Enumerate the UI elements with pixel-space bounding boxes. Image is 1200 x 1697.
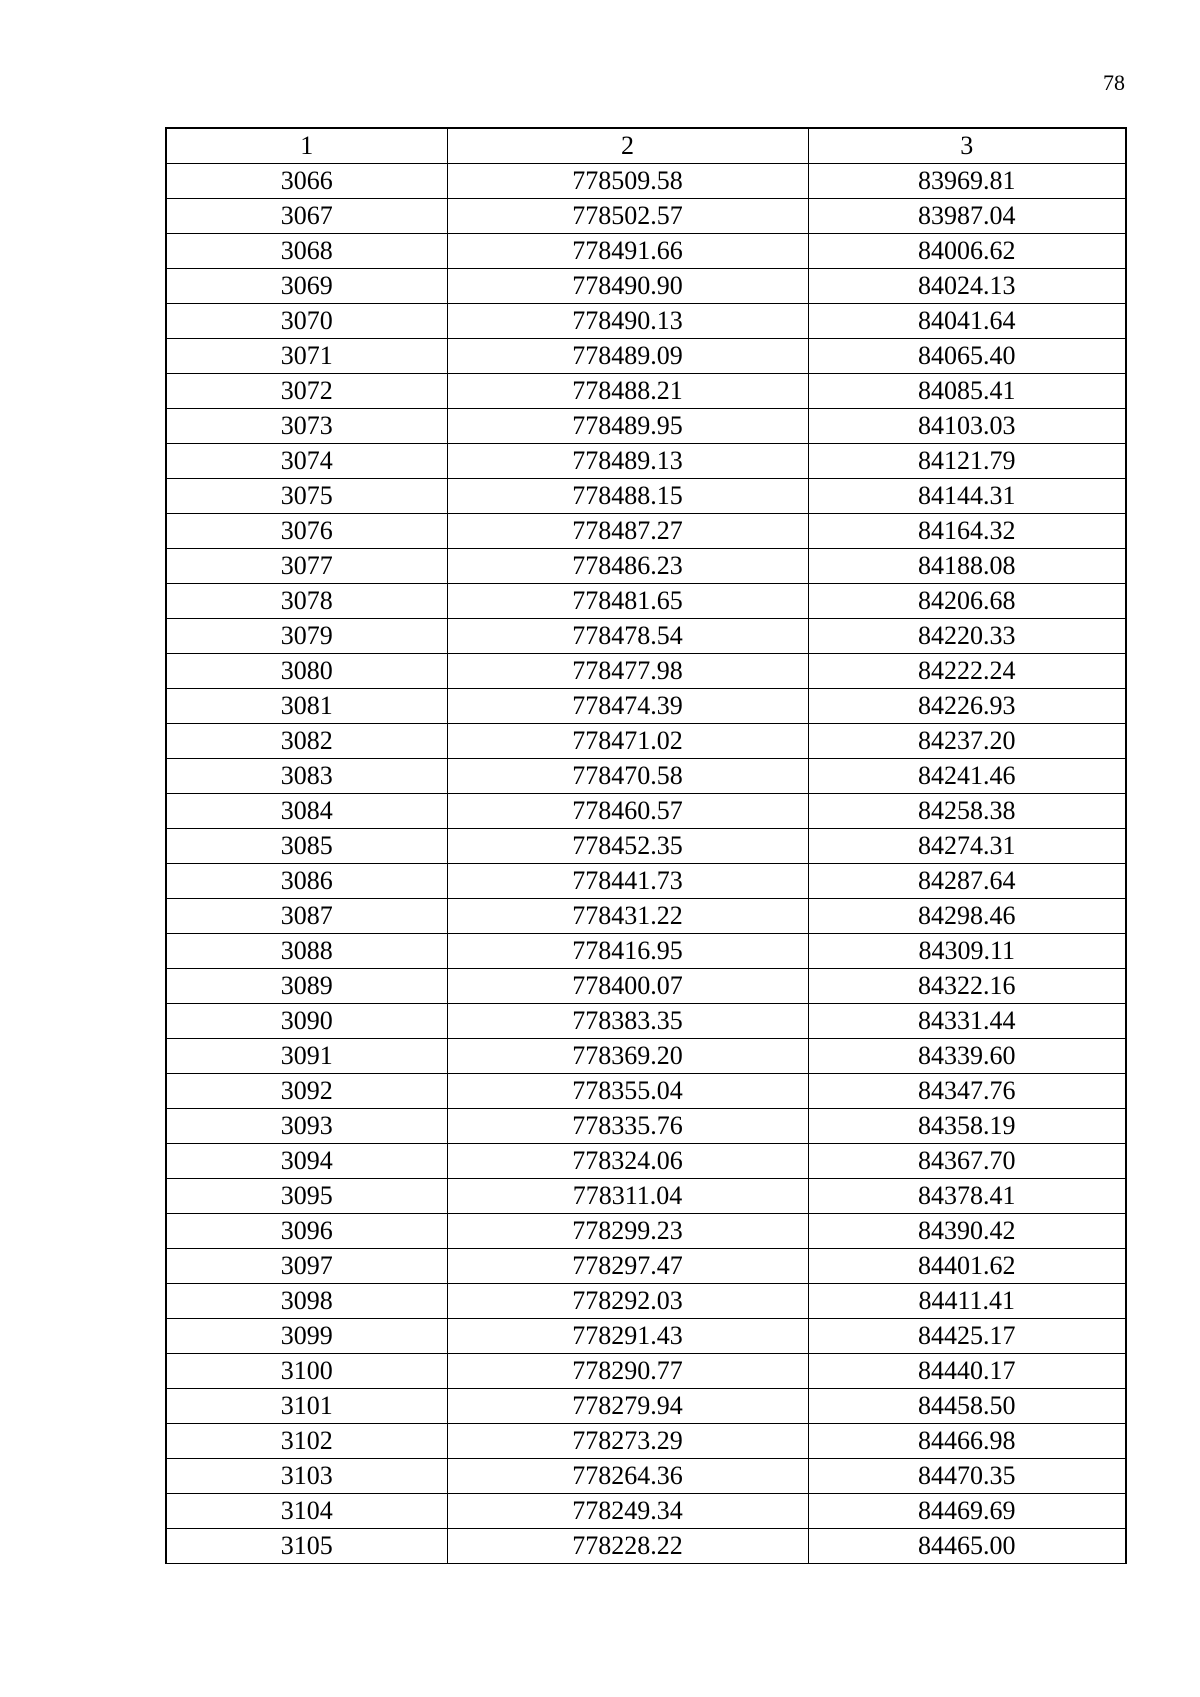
table-cell: 778249.34 bbox=[447, 1494, 808, 1529]
table-cell: 84458.50 bbox=[808, 1389, 1126, 1424]
table-body bbox=[166, 164, 1126, 1564]
table-row bbox=[166, 1529, 1126, 1564]
table-row bbox=[166, 304, 1126, 339]
table-cell: 3074 bbox=[166, 444, 447, 479]
table-cell: 778273.29 bbox=[447, 1424, 808, 1459]
table-cell: 3103 bbox=[166, 1459, 447, 1494]
table-cell: 3077 bbox=[166, 549, 447, 584]
table-cell: 84331.44 bbox=[808, 1004, 1126, 1039]
table-row bbox=[166, 1354, 1126, 1389]
table-cell: 778489.09 bbox=[447, 339, 808, 374]
table-cell: 84024.13 bbox=[808, 269, 1126, 304]
table-row bbox=[166, 654, 1126, 689]
table-cell: 778431.22 bbox=[447, 899, 808, 934]
table-cell: 778355.04 bbox=[447, 1074, 808, 1109]
coordinates-table bbox=[165, 127, 1127, 1564]
table-cell: 84298.46 bbox=[808, 899, 1126, 934]
table-cell: 84144.31 bbox=[808, 479, 1126, 514]
table-cell: 3080 bbox=[166, 654, 447, 689]
table-cell: 778291.43 bbox=[447, 1319, 808, 1354]
table-row bbox=[166, 199, 1126, 234]
table-cell: 778471.02 bbox=[447, 724, 808, 759]
table-cell: 778416.95 bbox=[447, 934, 808, 969]
table-row bbox=[166, 1284, 1126, 1319]
table-cell: 84164.32 bbox=[808, 514, 1126, 549]
table-cell: 778264.36 bbox=[447, 1459, 808, 1494]
table-row bbox=[166, 269, 1126, 304]
table-cell: 778400.07 bbox=[447, 969, 808, 1004]
table-row bbox=[166, 1144, 1126, 1179]
table-cell: 84322.16 bbox=[808, 969, 1126, 1004]
table-cell: 3097 bbox=[166, 1249, 447, 1284]
table-cell: 778477.98 bbox=[447, 654, 808, 689]
table-cell: 778489.95 bbox=[447, 409, 808, 444]
table-cell: 3100 bbox=[166, 1354, 447, 1389]
table-cell: 84358.19 bbox=[808, 1109, 1126, 1144]
table-cell: 778481.65 bbox=[447, 584, 808, 619]
table-row bbox=[166, 689, 1126, 724]
table-cell: 778279.94 bbox=[447, 1389, 808, 1424]
table-row bbox=[166, 1249, 1126, 1284]
table-cell: 3070 bbox=[166, 304, 447, 339]
table-row bbox=[166, 409, 1126, 444]
table-cell: 3089 bbox=[166, 969, 447, 1004]
table-cell: 778486.23 bbox=[447, 549, 808, 584]
table-cell: 778490.90 bbox=[447, 269, 808, 304]
table-row bbox=[166, 724, 1126, 759]
table-cell: 84006.62 bbox=[808, 234, 1126, 269]
table-cell: 84347.76 bbox=[808, 1074, 1126, 1109]
table-cell: 3069 bbox=[166, 269, 447, 304]
table-cell: 3098 bbox=[166, 1284, 447, 1319]
table-cell: 84220.33 bbox=[808, 619, 1126, 654]
table-cell: 84470.35 bbox=[808, 1459, 1126, 1494]
table-cell: 84041.64 bbox=[808, 304, 1126, 339]
table-row bbox=[166, 759, 1126, 794]
header-row bbox=[166, 128, 1126, 164]
table-row bbox=[166, 794, 1126, 829]
column-header: 2 bbox=[447, 128, 808, 164]
table-row bbox=[166, 1319, 1126, 1354]
table-row bbox=[166, 1459, 1126, 1494]
table-cell: 84222.24 bbox=[808, 654, 1126, 689]
table-cell: 778490.13 bbox=[447, 304, 808, 339]
table-cell: 3078 bbox=[166, 584, 447, 619]
page-number: 78 bbox=[1103, 70, 1125, 95]
table-cell: 778290.77 bbox=[447, 1354, 808, 1389]
table-cell: 3087 bbox=[166, 899, 447, 934]
table-header bbox=[166, 128, 1126, 164]
table-cell: 84425.17 bbox=[808, 1319, 1126, 1354]
table-cell: 778491.66 bbox=[447, 234, 808, 269]
table-cell: 778470.58 bbox=[447, 759, 808, 794]
table-cell: 84226.93 bbox=[808, 689, 1126, 724]
table-cell: 3095 bbox=[166, 1179, 447, 1214]
table-cell: 3086 bbox=[166, 864, 447, 899]
table-row bbox=[166, 1494, 1126, 1529]
table-cell: 3101 bbox=[166, 1389, 447, 1424]
table-cell: 84411.41 bbox=[808, 1284, 1126, 1319]
table-cell: 3082 bbox=[166, 724, 447, 759]
table-row bbox=[166, 1214, 1126, 1249]
table-cell: 84339.60 bbox=[808, 1039, 1126, 1074]
table-row bbox=[166, 234, 1126, 269]
table-cell: 84085.41 bbox=[808, 374, 1126, 409]
table-cell: 3081 bbox=[166, 689, 447, 724]
table-cell: 3085 bbox=[166, 829, 447, 864]
table-row bbox=[166, 1109, 1126, 1144]
table-cell: 84188.08 bbox=[808, 549, 1126, 584]
table-row bbox=[166, 1074, 1126, 1109]
table-cell: 3104 bbox=[166, 1494, 447, 1529]
table-row bbox=[166, 584, 1126, 619]
table-cell: 83969.81 bbox=[808, 164, 1126, 199]
table-cell: 778502.57 bbox=[447, 199, 808, 234]
table-cell: 778474.39 bbox=[447, 689, 808, 724]
table-cell: 778292.03 bbox=[447, 1284, 808, 1319]
table-cell: 778460.57 bbox=[447, 794, 808, 829]
table-cell: 84440.17 bbox=[808, 1354, 1126, 1389]
table-cell: 84465.00 bbox=[808, 1529, 1126, 1564]
table-cell: 84258.38 bbox=[808, 794, 1126, 829]
table-cell: 83987.04 bbox=[808, 199, 1126, 234]
table-cell: 3099 bbox=[166, 1319, 447, 1354]
table-row bbox=[166, 934, 1126, 969]
table-cell: 3102 bbox=[166, 1424, 447, 1459]
table-cell: 3091 bbox=[166, 1039, 447, 1074]
table-cell: 778324.06 bbox=[447, 1144, 808, 1179]
table-cell: 84378.41 bbox=[808, 1179, 1126, 1214]
table-cell: 778509.58 bbox=[447, 164, 808, 199]
table-row bbox=[166, 619, 1126, 654]
table-cell: 84309.11 bbox=[808, 934, 1126, 969]
table-row bbox=[166, 1424, 1126, 1459]
table-cell: 778478.54 bbox=[447, 619, 808, 654]
table-cell: 84401.62 bbox=[808, 1249, 1126, 1284]
table-cell: 778487.27 bbox=[447, 514, 808, 549]
table-cell: 84103.03 bbox=[808, 409, 1126, 444]
table-cell: 84241.46 bbox=[808, 759, 1126, 794]
table-cell: 3066 bbox=[166, 164, 447, 199]
table-cell: 3079 bbox=[166, 619, 447, 654]
table-cell: 84065.40 bbox=[808, 339, 1126, 374]
table-cell: 84121.79 bbox=[808, 444, 1126, 479]
table-cell: 778452.35 bbox=[447, 829, 808, 864]
table-row bbox=[166, 444, 1126, 479]
table-cell: 778311.04 bbox=[447, 1179, 808, 1214]
table-row bbox=[166, 1004, 1126, 1039]
table-cell: 3075 bbox=[166, 479, 447, 514]
table-cell: 778228.22 bbox=[447, 1529, 808, 1564]
table-cell: 778383.35 bbox=[447, 1004, 808, 1039]
table-cell: 778299.23 bbox=[447, 1214, 808, 1249]
table-cell: 3096 bbox=[166, 1214, 447, 1249]
table-cell: 3076 bbox=[166, 514, 447, 549]
table-cell: 778488.15 bbox=[447, 479, 808, 514]
table-row bbox=[166, 829, 1126, 864]
table-row bbox=[166, 864, 1126, 899]
table-cell: 3088 bbox=[166, 934, 447, 969]
table-row bbox=[166, 899, 1126, 934]
table-cell: 3071 bbox=[166, 339, 447, 374]
table-cell: 84287.64 bbox=[808, 864, 1126, 899]
table-cell: 3084 bbox=[166, 794, 447, 829]
table-cell: 3083 bbox=[166, 759, 447, 794]
table-cell: 778369.20 bbox=[447, 1039, 808, 1074]
table-cell: 84469.69 bbox=[808, 1494, 1126, 1529]
table-cell: 3093 bbox=[166, 1109, 447, 1144]
table-row bbox=[166, 164, 1126, 199]
table-cell: 3105 bbox=[166, 1529, 447, 1564]
table-cell: 3067 bbox=[166, 199, 447, 234]
table-cell: 84367.70 bbox=[808, 1144, 1126, 1179]
table-cell: 84274.31 bbox=[808, 829, 1126, 864]
table-cell: 778335.76 bbox=[447, 1109, 808, 1144]
table-cell: 84466.98 bbox=[808, 1424, 1126, 1459]
table-cell: 84237.20 bbox=[808, 724, 1126, 759]
table-row bbox=[166, 1389, 1126, 1424]
table-cell: 3068 bbox=[166, 234, 447, 269]
table-row bbox=[166, 1039, 1126, 1074]
table-row bbox=[166, 514, 1126, 549]
table-cell: 84390.42 bbox=[808, 1214, 1126, 1249]
table-cell: 3092 bbox=[166, 1074, 447, 1109]
table-row bbox=[166, 339, 1126, 374]
table-cell: 3090 bbox=[166, 1004, 447, 1039]
table-row bbox=[166, 374, 1126, 409]
column-header: 3 bbox=[808, 128, 1126, 164]
table-row bbox=[166, 969, 1126, 1004]
table-cell: 778489.13 bbox=[447, 444, 808, 479]
table-cell: 778297.47 bbox=[447, 1249, 808, 1284]
table-row bbox=[166, 1179, 1126, 1214]
table-cell: 3094 bbox=[166, 1144, 447, 1179]
table-row bbox=[166, 549, 1126, 584]
column-header: 1 bbox=[166, 128, 447, 164]
table-row bbox=[166, 479, 1126, 514]
table-cell: 778488.21 bbox=[447, 374, 808, 409]
table-cell: 84206.68 bbox=[808, 584, 1126, 619]
table-cell: 778441.73 bbox=[447, 864, 808, 899]
table-cell: 3073 bbox=[166, 409, 447, 444]
table-cell: 3072 bbox=[166, 374, 447, 409]
